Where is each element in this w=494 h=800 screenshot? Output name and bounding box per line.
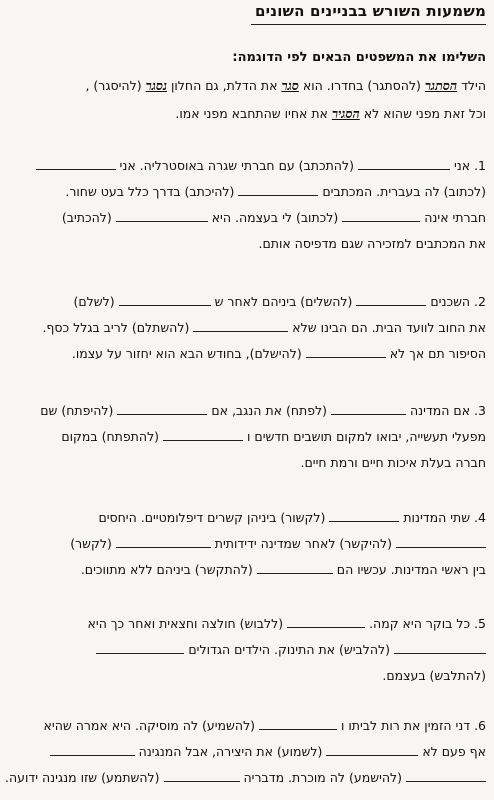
example-text: וכל זאת מפני שהוא לא bbox=[363, 106, 486, 121]
answer-blank[interactable] bbox=[358, 158, 450, 170]
exercise-text: (לשלם) bbox=[73, 294, 115, 309]
exercise-text: (להישלם), בחודש הבא הוא יחזור על עצמו. bbox=[71, 346, 302, 361]
exercise-text: (להתכתב) עם חברתי שגרה באוסטרליה. אני bbox=[119, 158, 354, 173]
exercise-text: (להתקשר) ביניהם ללא מתווכים. bbox=[80, 562, 253, 577]
exercise-text: 6. דני הזמין את רות לביתו ו bbox=[341, 718, 486, 733]
answer-blank[interactable] bbox=[116, 210, 208, 222]
exercise-text: (לכתוב) לה בעברית. המכתבים bbox=[322, 184, 486, 199]
exercise-text: 2. השכנים bbox=[430, 294, 486, 309]
exercise-text: 4. שתי המדינות bbox=[403, 510, 486, 525]
answer-blank[interactable] bbox=[259, 718, 337, 730]
exercise-text: (לפתח) את הנגב, אם bbox=[211, 403, 328, 418]
exercise-line bbox=[301, 455, 486, 470]
exercise-line bbox=[88, 616, 486, 631]
answer-blank[interactable] bbox=[406, 770, 486, 782]
exercise-text: בין ראשי המדינות. עכשיו הם bbox=[336, 562, 486, 577]
handwritten-answer: נסגר bbox=[145, 78, 168, 93]
page-title: משמעות השורש בבניינים השונים bbox=[254, 2, 486, 20]
title-underline bbox=[251, 24, 486, 25]
exercise-line bbox=[50, 744, 486, 759]
exercise-text: (ללבוש) חולצה וחצאית ואחר כך היא bbox=[87, 616, 284, 631]
exercise-text: (לכתוב) לי בעצמה. היא bbox=[211, 210, 339, 225]
exercise-text: (להשתמע) שזו מנגינה ידועה. bbox=[5, 770, 160, 785]
answer-blank[interactable] bbox=[96, 642, 184, 654]
exercise-text: (להתפתח) במקום bbox=[61, 429, 160, 444]
exercise-text: (להשמיע) לה מוסיקה. היא אמרה שהיא bbox=[43, 718, 256, 733]
answer-blank[interactable] bbox=[163, 429, 243, 441]
answer-blank[interactable] bbox=[396, 536, 486, 548]
exercise-text: אף פעם לא bbox=[422, 744, 486, 759]
exercise-line bbox=[96, 642, 486, 657]
example-text: את אחיו שהתחבא מפני אמו. bbox=[175, 106, 328, 121]
exercise-text: (לקשר) bbox=[70, 536, 112, 551]
exercise-text: (להיקשר) לאחר שמדינה ידידותית bbox=[214, 536, 393, 551]
exercise-text: (להשתלם) לריב בגלל כסף. bbox=[42, 320, 190, 335]
answer-blank[interactable] bbox=[326, 744, 418, 756]
exercise-text: (להיפתח) שם bbox=[40, 403, 114, 418]
exercise-line bbox=[36, 158, 486, 173]
example-text: (להיסגר) , bbox=[85, 78, 142, 93]
answer-blank[interactable] bbox=[287, 616, 365, 628]
answer-blank[interactable] bbox=[257, 562, 333, 574]
exercise-line bbox=[62, 210, 486, 225]
exercise-text: הסיפור תם אך לא bbox=[389, 346, 486, 361]
exercise-text: חברה בעלת איכות חיים ורמת חיים. bbox=[300, 455, 486, 470]
exercise-line bbox=[70, 536, 486, 551]
answer-blank[interactable] bbox=[356, 294, 426, 306]
exercise-line bbox=[40, 403, 486, 418]
exercise-text: (להלביש) את התינוק. הילדים הגדולים bbox=[188, 642, 391, 657]
exercise-line bbox=[61, 429, 486, 444]
instruction-text: השלימו את המשפטים הבאים לפי הדוגמה: bbox=[232, 50, 486, 65]
answer-blank[interactable] bbox=[342, 210, 420, 222]
answer-blank[interactable] bbox=[116, 536, 211, 548]
exercise-text: (להישמע) לה מוכרת. מדבריה bbox=[243, 770, 403, 785]
exercise-text: (להתלבש) בעצמם. bbox=[382, 668, 486, 683]
exercise-line bbox=[65, 184, 486, 199]
answer-blank[interactable] bbox=[306, 346, 386, 358]
answer-blank[interactable] bbox=[119, 294, 211, 306]
exercise-text: (להשלים) ביניהם לאחר ש bbox=[214, 294, 353, 309]
example-text: את הדלת, גם החלון bbox=[171, 78, 278, 93]
handwritten-answer: סגר bbox=[281, 78, 299, 93]
exercise-text: (לקשור) ביניהן קשרים דיפלומטיים. היחסים bbox=[98, 510, 326, 525]
exercise-line bbox=[72, 346, 486, 361]
exercise-text: (להכתיב) bbox=[61, 210, 112, 225]
answer-blank[interactable] bbox=[329, 510, 399, 522]
answer-blank[interactable] bbox=[117, 403, 207, 415]
answer-blank[interactable] bbox=[36, 158, 116, 170]
exercise-line bbox=[258, 236, 486, 251]
exercise-text: את החוב לוועד הבית. הם הבינו שלא bbox=[292, 320, 486, 335]
exercise-line bbox=[73, 294, 486, 309]
exercise-line bbox=[382, 668, 486, 683]
exercise-line bbox=[44, 718, 486, 733]
example-line-2 bbox=[175, 106, 486, 122]
exercise-line bbox=[5, 770, 486, 785]
exercise-text: 3. אם המדינה bbox=[410, 403, 486, 418]
answer-blank[interactable] bbox=[394, 642, 486, 654]
answer-blank[interactable] bbox=[164, 770, 240, 782]
exercise-line bbox=[98, 510, 486, 525]
example-line-1 bbox=[85, 78, 486, 94]
exercise-text: (להיכתב) בדרך כלל בעט שחור. bbox=[65, 184, 235, 199]
example-text: (להסתגר) בחדרו. הוא bbox=[302, 78, 421, 93]
example-text: הילד bbox=[461, 78, 486, 93]
exercise-text: 5. כל בוקר היא קמה. bbox=[369, 616, 486, 631]
exercise-line bbox=[81, 562, 486, 577]
exercise-text: (לשמוע) את היצירה, אבל המנגינה bbox=[138, 744, 323, 759]
answer-blank[interactable] bbox=[331, 403, 406, 415]
exercise-line bbox=[42, 320, 486, 335]
answer-blank[interactable] bbox=[193, 320, 288, 332]
handwritten-answer: הסתגר bbox=[424, 78, 458, 93]
answer-blank[interactable] bbox=[50, 744, 135, 756]
answer-blank[interactable] bbox=[238, 184, 318, 196]
exercise-text: מפעלי תעשייה, יבואו למקום תושבים חדשים ו bbox=[247, 429, 486, 444]
exercise-text: 1. אני bbox=[453, 158, 486, 173]
exercise-text: חברתי אינה bbox=[424, 210, 486, 225]
exercise-text: את המכתבים למזכירה שגם מדפיסה אותם. bbox=[258, 236, 486, 251]
handwritten-answer: הסגיר bbox=[331, 106, 360, 121]
